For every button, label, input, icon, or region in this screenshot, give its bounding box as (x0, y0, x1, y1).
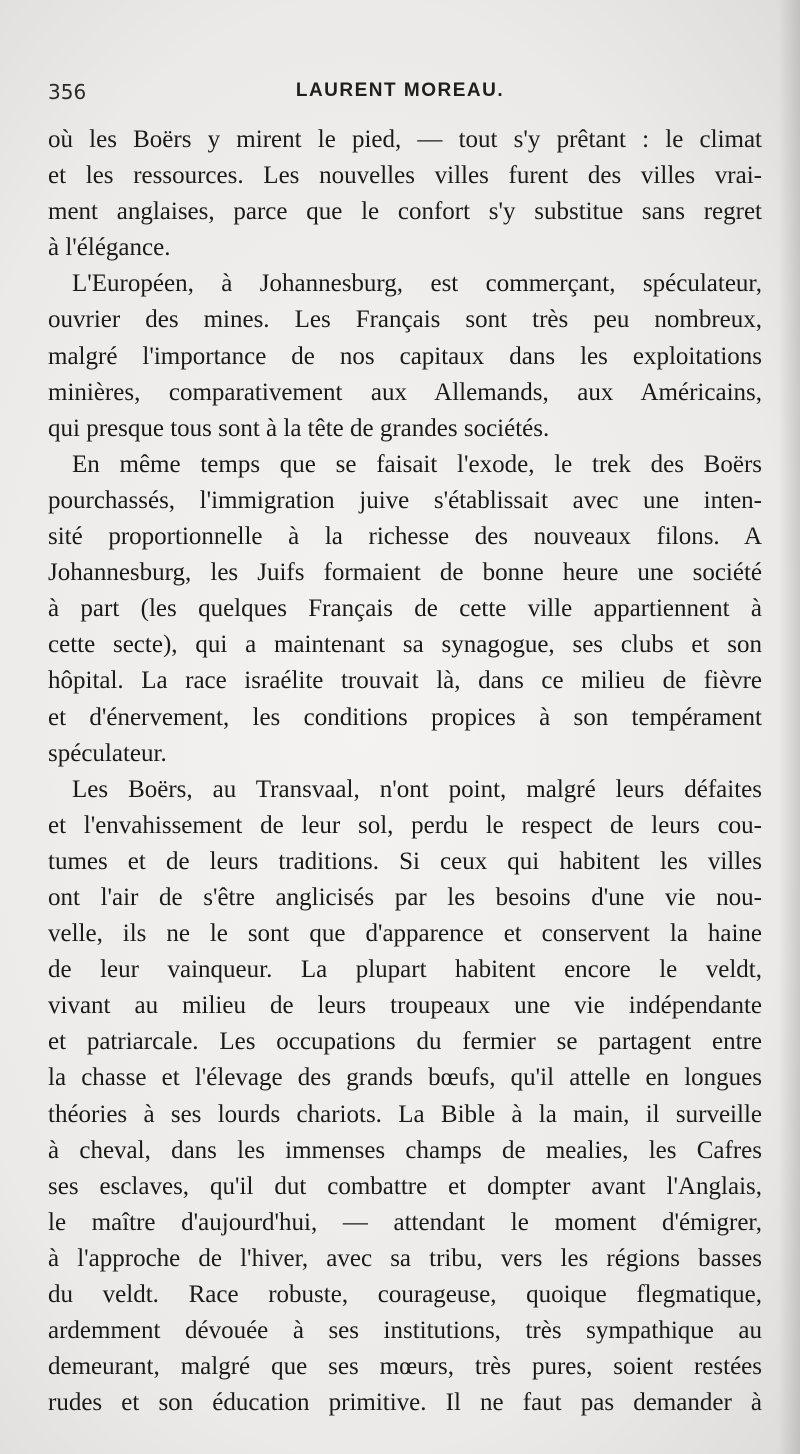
text-line: ont l'air de s'être anglicisés par les besoins d'une vie nou- (48, 883, 762, 911)
running-head: LAURENT MOREAU. (295, 80, 505, 101)
body-text (48, 122, 762, 1421)
text-line: velle, ils ne le sont que d'apparence et conservent la haine (48, 920, 762, 948)
text-line: vivant au milieu de leurs troupeaux une vie indépendante (48, 992, 762, 1020)
text-line: demeurant, malgré que ses mœurs, très pures, soient restées (48, 1353, 762, 1381)
text-line: théories à ses lourds chariots. La Bible à la main, il surveille (48, 1100, 762, 1128)
text-line: Les Boërs, au Transvaal, n'ont point, malgré leurs défaites (72, 775, 762, 803)
text-line: à l'approche de l'hiver, avec sa tribu, vers les régions basses (48, 1244, 762, 1272)
page-number: 356 (48, 80, 87, 104)
text-line: tumes et de leurs traditions. Si ceux qui habitent les villes (48, 847, 762, 875)
text-line: où les Boërs y mirent le pied, — tout s'y prêtant : le climat (48, 126, 762, 153)
text-line: minières, comparativement aux Allemands, aux Américains, (48, 378, 762, 406)
text-line: la chasse et l'élevage des grands bœufs, qu'il attelle en longues (48, 1064, 762, 1092)
text-line: à part (les quelques Français de cette ville appartiennent à (48, 595, 762, 623)
text-line: rudes et son éducation primitive. Il ne faut pas demander à (48, 1389, 762, 1417)
text-line: et patriarcale. Les occupations du fermier se partagent entre (48, 1028, 762, 1056)
text-line: sité proportionnelle à la richesse des nouveaux filons. A (48, 523, 762, 551)
text-line: spéculateur. (48, 739, 167, 767)
text-line: malgré l'importance de nos capitaux dans les exploitations (48, 342, 762, 370)
text-line: pourchassés, l'immigration juive s'établissait avec une inten- (48, 486, 762, 514)
text-line: et les ressources. Les nouvelles villes furent des villes vrai- (48, 162, 762, 190)
text-line: ardemment dévouée à ses institutions, très sympathique au (48, 1317, 762, 1345)
text-line: à l'élégance. (48, 234, 171, 262)
text-line: à cheval, dans les immenses champs de mealies, les Cafres (48, 1136, 762, 1164)
text-line: En même temps que se faisait l'exode, le trek des Boërs (72, 450, 762, 478)
page-header (40, 80, 760, 110)
text-line: et l'envahissement de leur sol, perdu le respect de leurs cou- (48, 811, 762, 839)
text-line: du veldt. Race robuste, courageuse, quoique flegmatique, (48, 1281, 762, 1308)
page-edge-shadow (778, 0, 800, 1454)
text-line: cette secte), qui a maintenant sa synagogue, ses clubs et son (48, 631, 762, 659)
text-line: de leur vainqueur. La plupart habitent encore le veldt, (48, 956, 762, 984)
text-line: qui presque tous sont à la tête de grandes sociétés. (48, 414, 550, 442)
text-line: le maître d'aujourd'hui, — attendant le moment d'émigrer, (48, 1208, 762, 1236)
text-line: ouvrier des mines. Les Français sont très peu nombreux, (48, 306, 762, 334)
text-line: ses esclaves, qu'il dut combattre et dompter avant l'Anglais, (48, 1172, 762, 1200)
text-line: hôpital. La race israélite trouvait là, dans ce milieu de fièvre (48, 667, 762, 695)
text-line: ment anglaises, parce que le confort s'y substitue sans regret (48, 198, 762, 226)
text-line: L'Européen, à Johannesburg, est commerçant, spéculateur, (72, 270, 762, 298)
text-line: et d'énervement, les conditions propices à son tempérament (48, 703, 762, 731)
text-line: Johannesburg, les Juifs formaient de bonne heure une société (48, 559, 762, 587)
